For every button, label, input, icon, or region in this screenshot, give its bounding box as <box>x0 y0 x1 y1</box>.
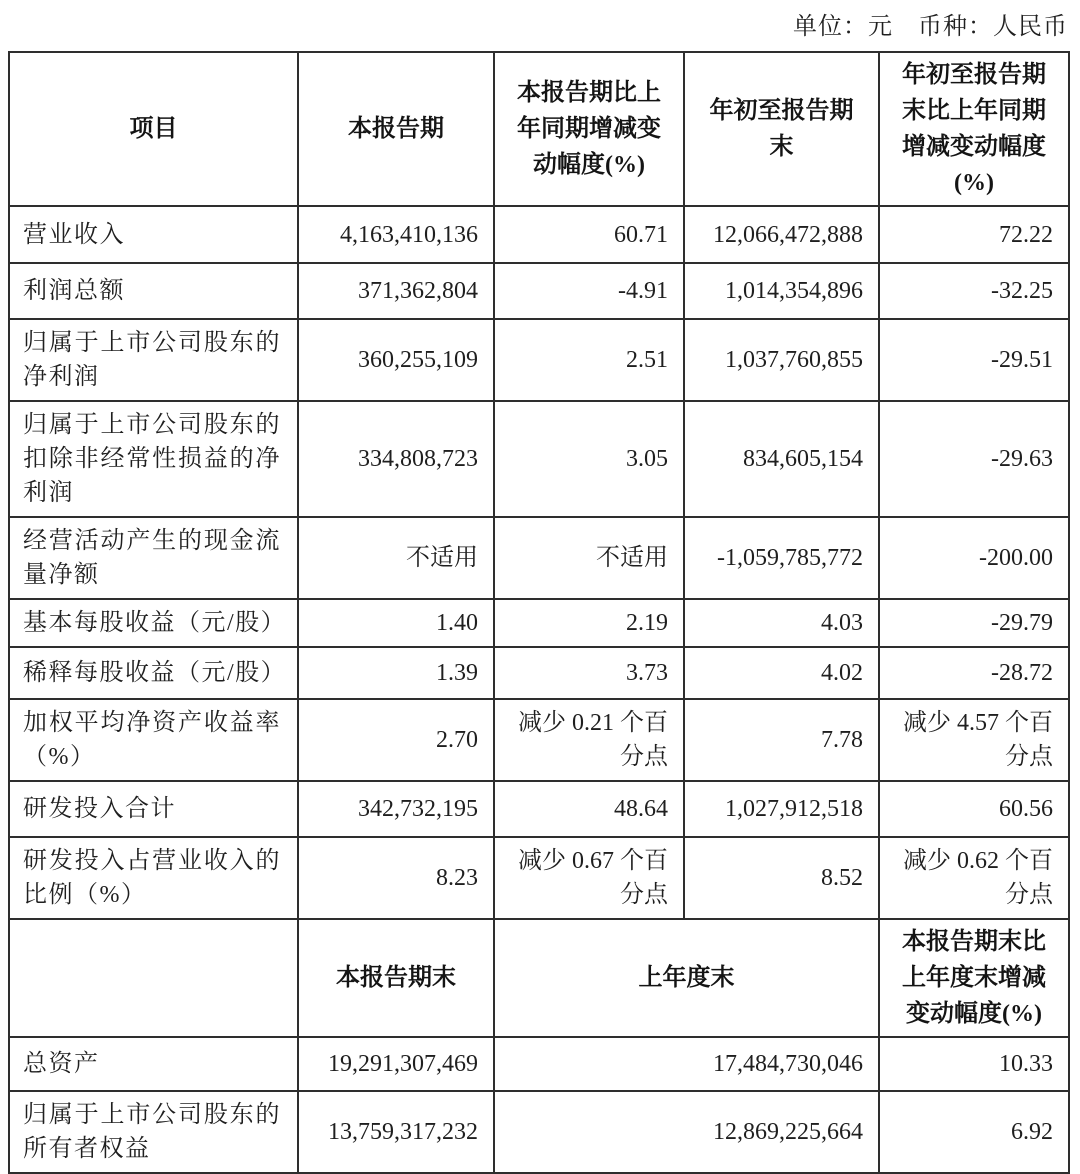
table-row <box>9 699 1069 781</box>
header-cell-ytd: 年初至报告期末 <box>684 52 879 206</box>
cell-ytd-change: -32.25 <box>879 263 1069 319</box>
table-row <box>9 263 1069 319</box>
cell-current: 1.40 <box>298 599 494 647</box>
header-cell-ytd-change: 年初至报告期末比上年同期增减变动幅度(%) <box>879 52 1069 206</box>
cell-change: 6.92 <box>879 1091 1069 1173</box>
cell-ytd: 1,027,912,518 <box>684 781 879 837</box>
cell-current: 360,255,109 <box>298 319 494 401</box>
cell-ytd-change: -28.72 <box>879 647 1069 699</box>
cell-ytd: 4.03 <box>684 599 879 647</box>
cell-item: 研发投入合计 <box>9 781 298 837</box>
table1-header-row <box>9 52 1069 206</box>
cell-prev-year-end: 17,484,730,046 <box>494 1037 879 1091</box>
cell-ytd: 7.78 <box>684 699 879 781</box>
cell-item: 归属于上市公司股东的净利润 <box>9 319 298 401</box>
cell-current: 2.70 <box>298 699 494 781</box>
unit-label: 单位：元 币种：人民币 <box>793 14 1068 40</box>
cell-ytd-change: -29.63 <box>879 401 1069 517</box>
cell-current: 8.23 <box>298 837 494 919</box>
table-row <box>9 1037 1069 1091</box>
cell-change: 3.73 <box>494 647 684 699</box>
cell-ytd: -1,059,785,772 <box>684 517 879 599</box>
header-cell-item: 项目 <box>9 52 298 206</box>
table-row <box>9 401 1069 517</box>
cell-ytd-change: -29.51 <box>879 319 1069 401</box>
table-row <box>9 206 1069 263</box>
header-cell-period-change: 本报告期比上年同期增减变动幅度(%) <box>494 52 684 206</box>
cell-item: 加权平均净资产收益率（%） <box>9 699 298 781</box>
cell-change: 48.64 <box>494 781 684 837</box>
cell-ytd-change: 60.56 <box>879 781 1069 837</box>
cell-current: 1.39 <box>298 647 494 699</box>
cell-current: 371,362,804 <box>298 263 494 319</box>
cell-current: 4,163,410,136 <box>298 206 494 263</box>
table-row <box>9 319 1069 401</box>
cell-ytd: 4.02 <box>684 647 879 699</box>
cell-item: 总资产 <box>9 1037 298 1091</box>
header-cell-period-end: 本报告期末 <box>298 919 494 1037</box>
cell-item: 研发投入占营业收入的比例（%） <box>9 837 298 919</box>
header-cell-prev-year-end: 上年度末 <box>494 919 879 1037</box>
cell-item: 归属于上市公司股东的所有者权益 <box>9 1091 298 1173</box>
cell-change: 减少 0.21 个百分点 <box>494 699 684 781</box>
cell-item: 归属于上市公司股东的扣除非经常性损益的净利润 <box>9 401 298 517</box>
header-cell-current-period: 本报告期 <box>298 52 494 206</box>
table-row <box>9 781 1069 837</box>
cell-ytd: 1,037,760,855 <box>684 319 879 401</box>
cell-ytd-change: 减少 0.62 个百分点 <box>879 837 1069 919</box>
cell-period-end: 19,291,307,469 <box>298 1037 494 1091</box>
table-row <box>9 1091 1069 1173</box>
cell-change: 10.33 <box>879 1037 1069 1091</box>
cell-ytd: 8.52 <box>684 837 879 919</box>
cell-change: 2.51 <box>494 319 684 401</box>
header-cell-blank <box>9 919 298 1037</box>
table-row <box>9 647 1069 699</box>
header-cell-period-end-change: 本报告期末比上年度末增减变动幅度(%) <box>879 919 1069 1037</box>
cell-current: 342,732,195 <box>298 781 494 837</box>
cell-item: 基本每股收益（元/股） <box>9 599 298 647</box>
cell-change: 60.71 <box>494 206 684 263</box>
cell-ytd: 1,014,354,896 <box>684 263 879 319</box>
cell-change: -4.91 <box>494 263 684 319</box>
cell-ytd-change: -200.00 <box>879 517 1069 599</box>
cell-current: 334,808,723 <box>298 401 494 517</box>
cell-item: 营业收入 <box>9 206 298 263</box>
cell-item: 利润总额 <box>9 263 298 319</box>
cell-current: 不适用 <box>298 517 494 599</box>
table2-header-row <box>9 919 1069 1037</box>
cell-period-end: 13,759,317,232 <box>298 1091 494 1173</box>
cell-change: 3.05 <box>494 401 684 517</box>
cell-item: 稀释每股收益（元/股） <box>9 647 298 699</box>
cell-ytd-change: 减少 4.57 个百分点 <box>879 699 1069 781</box>
cell-prev-year-end: 12,869,225,664 <box>494 1091 879 1173</box>
cell-ytd: 834,605,154 <box>684 401 879 517</box>
table-row <box>9 517 1069 599</box>
cell-item: 经营活动产生的现金流量净额 <box>9 517 298 599</box>
cell-change: 减少 0.67 个百分点 <box>494 837 684 919</box>
financial-summary-table <box>8 51 1070 1174</box>
table-row <box>9 837 1069 919</box>
cell-ytd: 12,066,472,888 <box>684 206 879 263</box>
cell-change: 2.19 <box>494 599 684 647</box>
cell-change: 不适用 <box>494 517 684 599</box>
table-row <box>9 599 1069 647</box>
cell-ytd-change: 72.22 <box>879 206 1069 263</box>
cell-ytd-change: -29.79 <box>879 599 1069 647</box>
